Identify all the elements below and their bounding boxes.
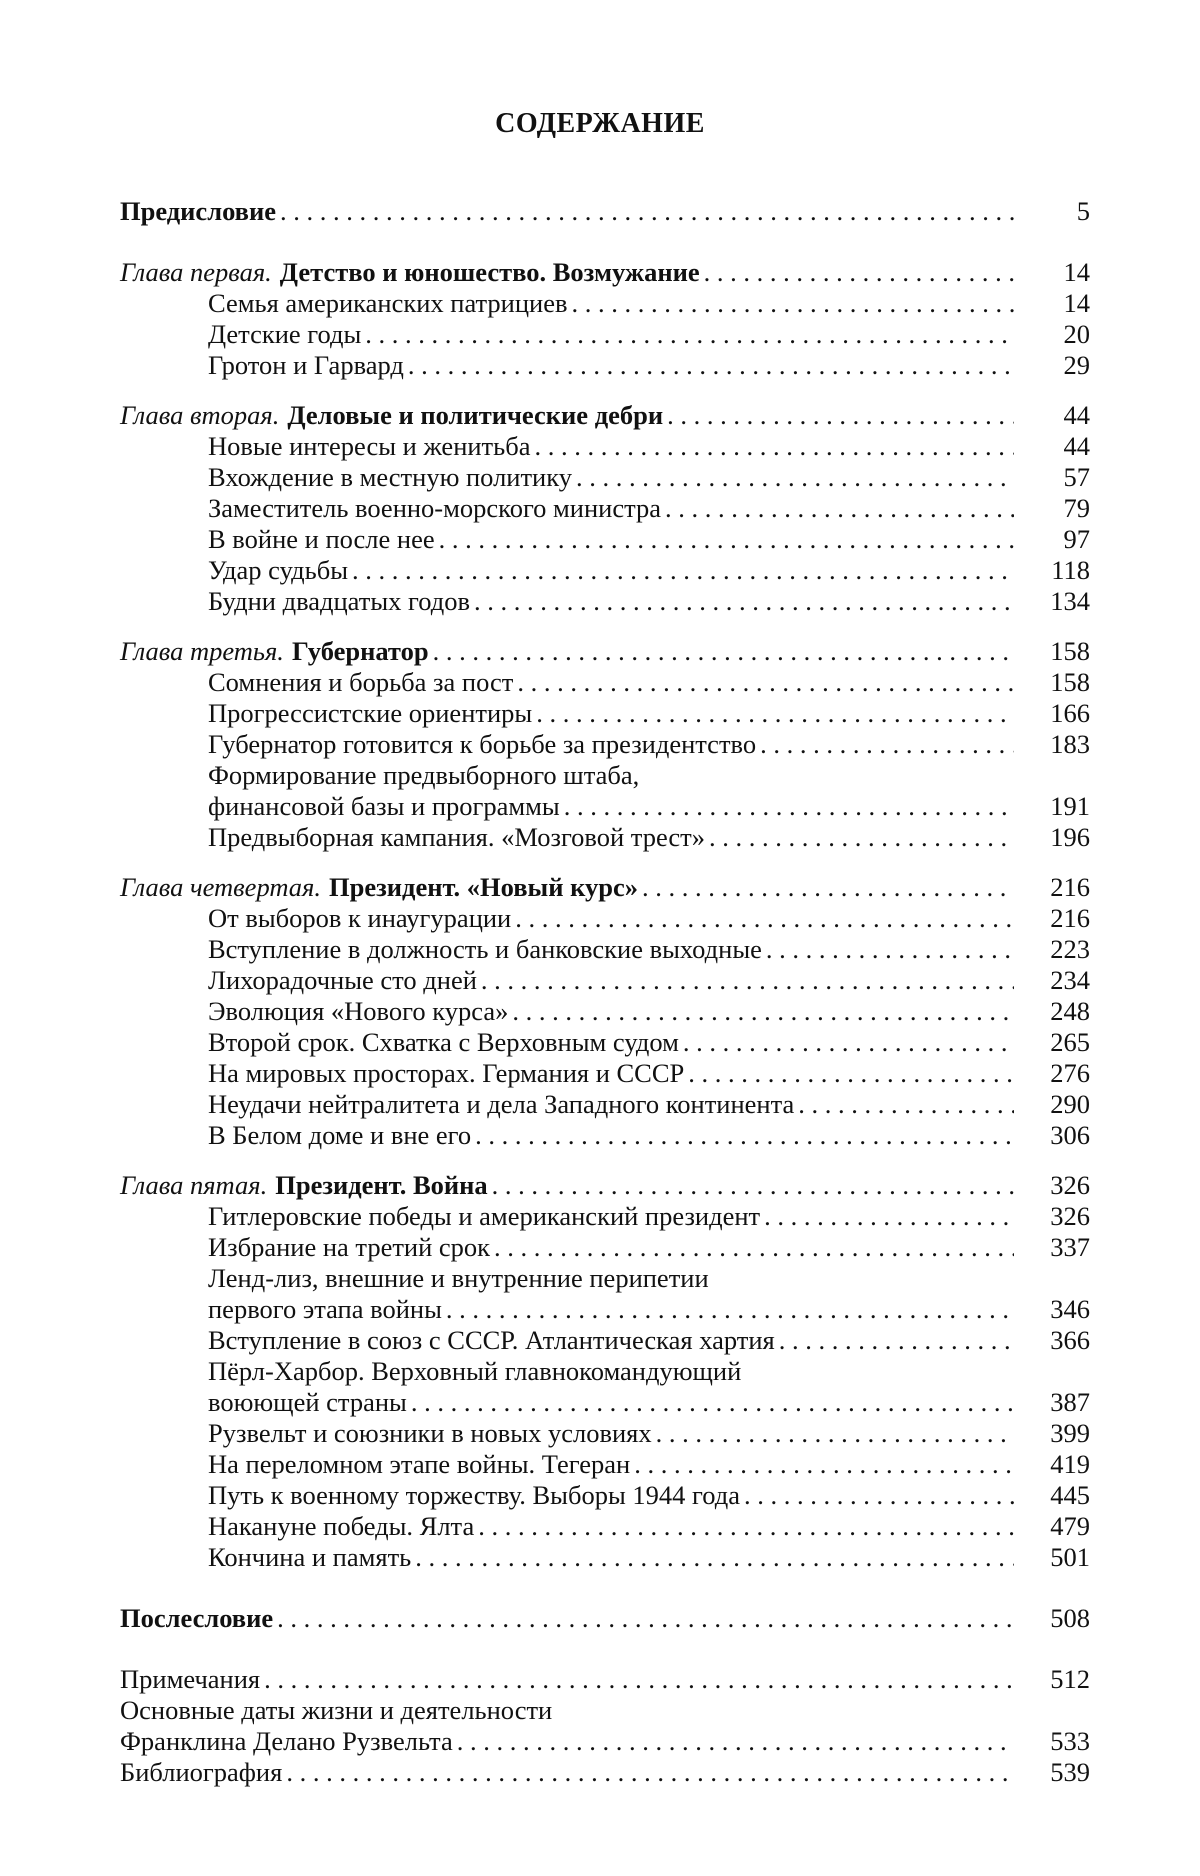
dot-leader <box>446 1294 1014 1325</box>
chapter-group <box>120 872 1090 1151</box>
section-entry <box>120 586 1090 617</box>
section-entry <box>120 1120 1090 1151</box>
dot-leader <box>798 1089 1014 1120</box>
dot-leader <box>760 729 1014 760</box>
entry-page: 276 <box>1020 1058 1090 1089</box>
entry-text: Ленд-лиз, внешние и внутренние перипетии <box>208 1263 709 1294</box>
entry-text: На переломном этапе войны. Тегеран <box>208 1449 630 1480</box>
chapter-label: Глава первая. <box>120 257 272 288</box>
entry-page: 387 <box>1020 1387 1090 1418</box>
entry-text: Избрание на третий срок <box>208 1232 490 1263</box>
entry-text: Семья американских патрициев <box>208 288 568 319</box>
dot-leader <box>576 462 1014 493</box>
section-entry <box>120 555 1090 586</box>
entry-text: Библиография <box>120 1757 282 1788</box>
section-entry <box>120 1356 1090 1387</box>
dot-leader <box>656 1418 1014 1449</box>
chapter-label: Глава пятая. <box>120 1170 267 1201</box>
dot-leader <box>478 1511 1014 1542</box>
section-entry <box>120 667 1090 698</box>
chapters <box>120 257 1090 1573</box>
entry-text: Заместитель военно-морского министра <box>208 493 661 524</box>
entry-page: 366 <box>1020 1325 1090 1356</box>
entry-page: 79 <box>1020 493 1090 524</box>
entry-text: Франклина Делано Рузвельта <box>120 1726 453 1757</box>
dot-leader <box>779 1325 1014 1356</box>
entry-text: Рузвельт и союзники в новых условиях <box>208 1418 652 1449</box>
entry-text: первого этапа войны <box>208 1294 442 1325</box>
entry-text: На мировых просторах. Германия и СССР <box>208 1058 684 1089</box>
chapter-label: Глава вторая. <box>120 400 279 431</box>
entry-text: Сомнения и борьба за пост <box>208 667 513 698</box>
entry-page: 248 <box>1020 996 1090 1027</box>
section-entry <box>120 350 1090 381</box>
dot-leader <box>536 698 1014 729</box>
section-entry <box>120 1232 1090 1263</box>
entry-page: 512 <box>1020 1664 1090 1695</box>
chapter-group <box>120 636 1090 853</box>
dot-leader <box>439 524 1014 555</box>
section-entry <box>120 1387 1090 1418</box>
page-title: СОДЕРЖАНИЕ <box>0 108 1200 140</box>
dot-leader <box>683 1027 1014 1058</box>
dot-leader <box>481 965 1014 996</box>
dot-leader <box>352 555 1014 586</box>
dot-leader <box>766 934 1014 965</box>
entry-text: Гитлеровские победы и американский президент <box>208 1201 760 1232</box>
entry-page: 290 <box>1020 1089 1090 1120</box>
dot-leader <box>665 493 1014 524</box>
table-of-contents <box>120 196 1090 1788</box>
entry-page: 346 <box>1020 1294 1090 1325</box>
dot-leader <box>264 1664 1014 1695</box>
section-entry <box>120 1201 1090 1232</box>
chapter-heading <box>120 1170 1090 1201</box>
entry-text: Эволюция «Нового курса» <box>208 996 508 1027</box>
chapter-page: 216 <box>1020 872 1090 903</box>
entry-page: 158 <box>1020 667 1090 698</box>
dot-leader <box>642 872 1014 903</box>
chapter-label: Глава четвертая. <box>120 872 321 903</box>
dot-leader <box>365 319 1014 350</box>
section-entry <box>120 1480 1090 1511</box>
entry-page: 419 <box>1020 1449 1090 1480</box>
entry-page: 134 <box>1020 586 1090 617</box>
dot-leader <box>512 996 1014 1027</box>
dot-leader <box>667 400 1014 431</box>
dot-leader <box>709 822 1014 853</box>
entry-page: 306 <box>1020 1120 1090 1151</box>
dot-leader <box>475 1120 1014 1151</box>
chapter-page: 44 <box>1020 400 1090 431</box>
entry-text: Вхождение в местную политику <box>208 462 572 493</box>
section-entry <box>120 1542 1090 1573</box>
entry-text: Будни двадцатых годов <box>208 586 470 617</box>
dot-leader <box>280 196 1014 227</box>
section-entry <box>120 431 1090 462</box>
section-entry <box>120 1263 1090 1294</box>
entry-text: Предисловие <box>120 196 276 227</box>
back-matter <box>120 1664 1090 1788</box>
dot-leader <box>433 636 1014 667</box>
dot-leader <box>572 288 1015 319</box>
chapter-title: Президент. Война <box>275 1170 487 1201</box>
entry-page: 539 <box>1020 1757 1090 1788</box>
entry-text: Неудачи нейтралитета и дела Западного континента <box>208 1089 794 1120</box>
dot-leader <box>492 1170 1014 1201</box>
chapter-title: Президент. «Новый курс» <box>329 872 638 903</box>
entry-page: 5 <box>1020 196 1090 227</box>
section-entry <box>120 698 1090 729</box>
chapter-title: Деловые и политические дебри <box>287 400 663 431</box>
entry-text: Новые интересы и женитьба <box>208 431 530 462</box>
entry-page: 533 <box>1020 1726 1090 1757</box>
back-matter-entry <box>120 1664 1090 1695</box>
afterword-group <box>120 1603 1090 1634</box>
section-entry <box>120 1449 1090 1480</box>
dot-leader <box>277 1603 1014 1634</box>
entry-page: 196 <box>1020 822 1090 853</box>
dot-leader <box>744 1480 1014 1511</box>
section-entry <box>120 288 1090 319</box>
section-entry <box>120 934 1090 965</box>
entry-text: Прогрессистские ориентиры <box>208 698 532 729</box>
section-entry <box>120 1058 1090 1089</box>
entry-text: Губернатор готовится к борьбе за президентство <box>208 729 756 760</box>
chapter-title: Губернатор <box>292 636 429 667</box>
section-entry <box>120 462 1090 493</box>
section-entry <box>120 1027 1090 1058</box>
section-entry <box>120 822 1090 853</box>
chapter-group <box>120 257 1090 381</box>
chapter-heading <box>120 400 1090 431</box>
entry-page: 234 <box>1020 965 1090 996</box>
entry-text: Формирование предвыборного штаба, <box>208 760 639 791</box>
dot-leader <box>457 1726 1014 1757</box>
chapter-title: Детство и юношество. Возмужание <box>280 257 700 288</box>
section-entry <box>120 319 1090 350</box>
section-entry <box>120 1511 1090 1542</box>
entry-text: Основные даты жизни и деятельности <box>120 1695 552 1726</box>
entry-text: Детские годы <box>208 319 361 350</box>
entry-page: 399 <box>1020 1418 1090 1449</box>
entry-page: 337 <box>1020 1232 1090 1263</box>
entry-page: 501 <box>1020 1542 1090 1573</box>
section-entry <box>120 493 1090 524</box>
section-entry <box>120 996 1090 1027</box>
entry-text: Удар судьбы <box>208 555 348 586</box>
back-matter-entry <box>120 1726 1090 1757</box>
section-entry <box>120 903 1090 934</box>
entry-text: Лихорадочные сто дней <box>208 965 477 996</box>
entry-text: Накануне победы. Ялта <box>208 1511 474 1542</box>
dot-leader <box>534 431 1014 462</box>
chapter-page: 158 <box>1020 636 1090 667</box>
dot-leader <box>515 903 1014 934</box>
entry-page: 326 <box>1020 1201 1090 1232</box>
section-entry <box>120 1418 1090 1449</box>
entry-page: 445 <box>1020 1480 1090 1511</box>
entry-page: 191 <box>1020 791 1090 822</box>
entry-text: В Белом доме и вне его <box>208 1120 471 1151</box>
entry-text: В войне и после нее <box>208 524 435 555</box>
entry-text: Предвыборная кампания. «Мозговой трест» <box>208 822 705 853</box>
dot-leader <box>634 1449 1014 1480</box>
dot-leader <box>411 1387 1014 1418</box>
back-matter-entry <box>120 1757 1090 1788</box>
entry-page: 118 <box>1020 555 1090 586</box>
chapter-heading <box>120 257 1090 288</box>
dot-leader <box>415 1542 1014 1573</box>
entry-text: Вступление в должность и банковские выходные <box>208 934 762 965</box>
section-entry <box>120 965 1090 996</box>
dot-leader <box>564 791 1014 822</box>
section-entry <box>120 729 1090 760</box>
entry-text: Второй срок. Схватка с Верховным судом <box>208 1027 679 1058</box>
section-entry <box>120 524 1090 555</box>
chapter-heading <box>120 636 1090 667</box>
section-entry <box>120 1089 1090 1120</box>
entry-page: 183 <box>1020 729 1090 760</box>
entry-page: 57 <box>1020 462 1090 493</box>
toc-entry-preface <box>120 196 1090 227</box>
entry-page: 97 <box>1020 524 1090 555</box>
dot-leader <box>408 350 1014 381</box>
chapter-page: 326 <box>1020 1170 1090 1201</box>
dot-leader <box>764 1201 1014 1232</box>
dot-leader <box>494 1232 1014 1263</box>
chapter-heading <box>120 872 1090 903</box>
entry-page: 265 <box>1020 1027 1090 1058</box>
dot-leader <box>517 667 1014 698</box>
entry-text: Примечания <box>120 1664 260 1695</box>
entry-page: 166 <box>1020 698 1090 729</box>
entry-page: 14 <box>1020 288 1090 319</box>
entry-text: Вступление в союз с СССР. Атлантическая хартия <box>208 1325 775 1356</box>
dot-leader <box>474 586 1014 617</box>
entry-page: 223 <box>1020 934 1090 965</box>
entry-text: Путь к военному торжеству. Выборы 1944 года <box>208 1480 740 1511</box>
chapter-label: Глава третья. <box>120 636 284 667</box>
entry-page: 216 <box>1020 903 1090 934</box>
toc-entry-afterword <box>120 1603 1090 1634</box>
entry-text: Послесловие <box>120 1603 273 1634</box>
dot-leader <box>704 257 1014 288</box>
chapter-group <box>120 1170 1090 1573</box>
entry-text: Пёрл-Харбор. Верховный главнокомандующий <box>208 1356 741 1387</box>
section-entry <box>120 760 1090 791</box>
entry-text: Гротон и Гарвард <box>208 350 404 381</box>
chapter-page: 14 <box>1020 257 1090 288</box>
section-entry <box>120 1294 1090 1325</box>
entry-text: От выборов к инаугурации <box>208 903 511 934</box>
entry-page: 29 <box>1020 350 1090 381</box>
entry-text: финансовой базы и программы <box>208 791 560 822</box>
entry-text: Кончина и память <box>208 1542 411 1573</box>
entry-page: 479 <box>1020 1511 1090 1542</box>
dot-leader <box>286 1757 1014 1788</box>
entry-page: 44 <box>1020 431 1090 462</box>
entry-text: воюющей страны <box>208 1387 407 1418</box>
entry-page: 20 <box>1020 319 1090 350</box>
back-matter-entry <box>120 1695 1090 1726</box>
section-entry <box>120 791 1090 822</box>
entry-page: 508 <box>1020 1603 1090 1634</box>
dot-leader <box>688 1058 1014 1089</box>
preface-group <box>120 196 1090 227</box>
chapter-group <box>120 400 1090 617</box>
section-entry <box>120 1325 1090 1356</box>
